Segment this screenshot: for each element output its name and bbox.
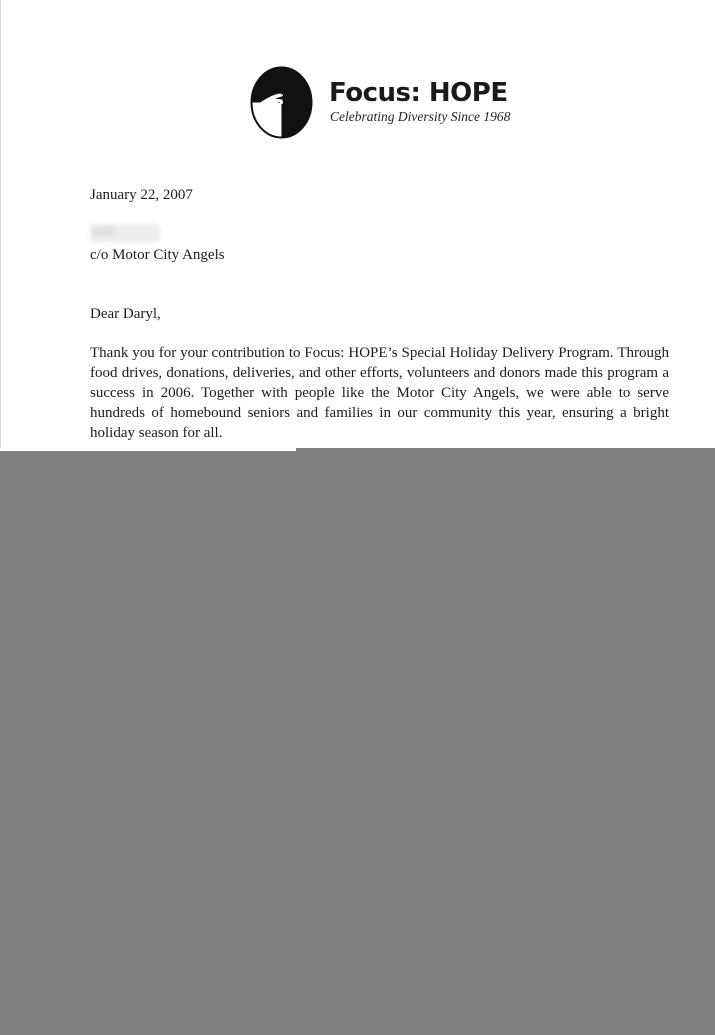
- reaching-hands-circle-icon: [250, 66, 313, 139]
- letterhead-logo: [250, 66, 510, 139]
- organization-tagline: Celebrating Diversity Since 1968: [330, 109, 511, 124]
- redaction-block: [0, 451, 715, 1035]
- letter-body-paragraph: Thank you for your contribution to Focus: HOPE’s Special Holiday Delivery Program. Through food drives, donations, deliveries, and other efforts, volunteers and donors made this program a success in 2006. Together with people like the Motor City Angels, we were able to serve hundreds of homebound seniors and families in our community this year, ensuring a bright holiday season for all.: [90, 345, 669, 441]
- letter-paper: [0, 0, 715, 448]
- organization-name: Focus: HOPE: [329, 78, 508, 108]
- salutation: Dear Daryl,: [90, 306, 161, 322]
- letter-date: January 22, 2007: [90, 187, 193, 203]
- recipient-name-redacted: Hill: [90, 224, 160, 242]
- recipient-address: c/o Motor City Angels: [90, 247, 225, 263]
- letterhead-text: [329, 78, 510, 125]
